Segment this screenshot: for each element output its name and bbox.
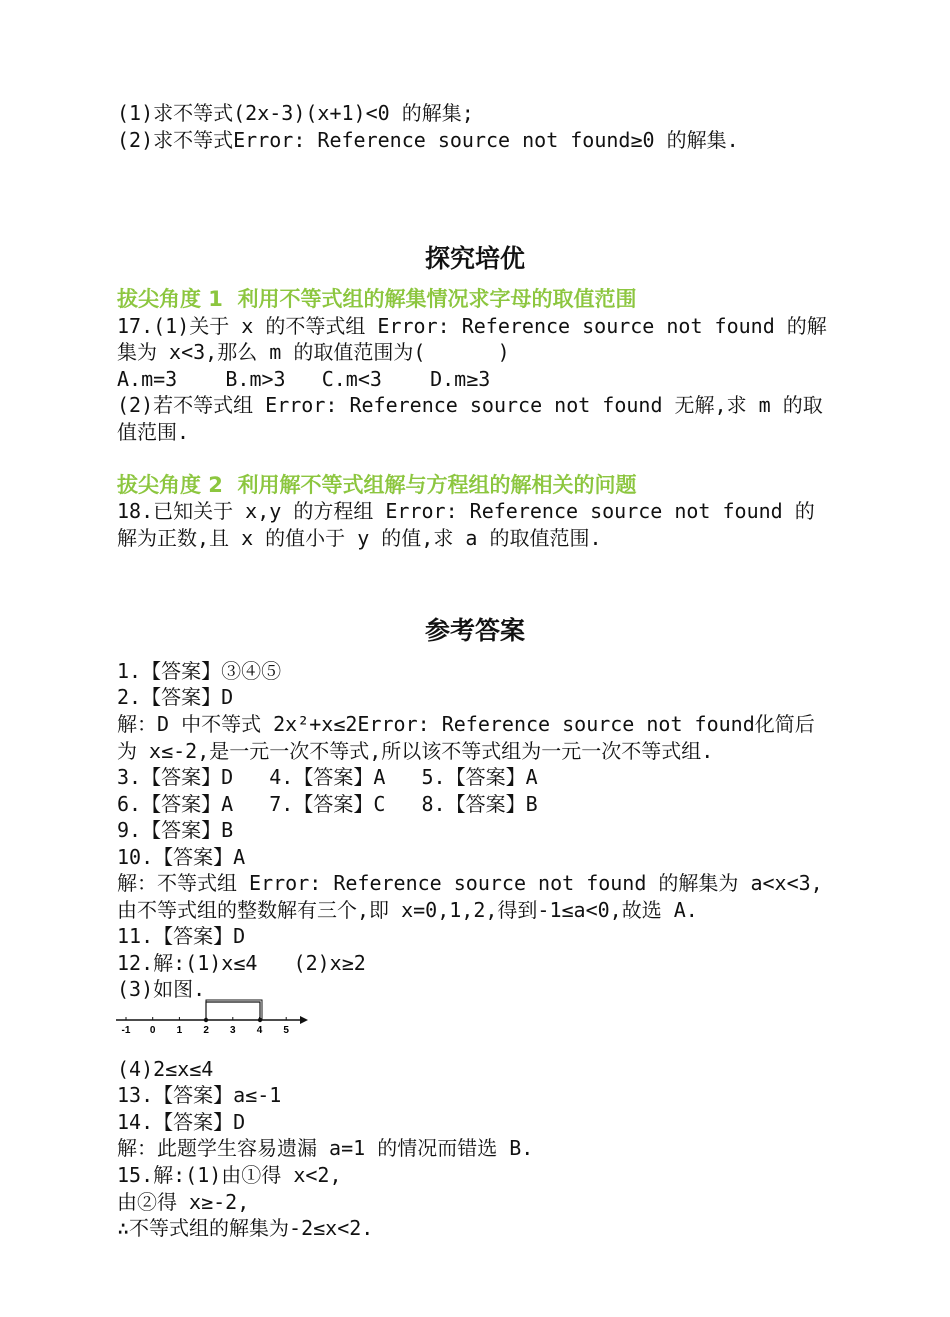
answer-10-explanation-2: 由不等式组的整数解有三个,即 x=0,1,2,得到-1≤a<0,故选 A. [117, 898, 698, 922]
number-line-figure [112, 996, 312, 1036]
question-16-part-1: (1)求不等式(2x-3)(x+1)<0 的解集; [117, 101, 474, 125]
section-title-answers: 参考答案 [424, 616, 525, 645]
answer-15-line-1: 15.解:(1)由①得 x<2, [117, 1163, 342, 1187]
angle-1-heading: 拔尖角度 1 利用不等式组的解集情况求字母的取值范围 [117, 287, 637, 311]
axis-tick-label: 3 [230, 1025, 236, 1036]
question-17-part-2-line-2: 值范围. [117, 420, 190, 444]
question-18-line-1: 18.已知关于 x,y 的方程组 Error: Reference source not found 的 [117, 499, 815, 523]
angle-2-heading: 拔尖角度 2 利用解不等式组解与方程组的解相关的问题 [117, 473, 637, 497]
answers-6-8: 6.【答案】A 7.【答案】C 8.【答案】B [117, 792, 538, 816]
answer-2-explanation-2: 为 x≤-2,是一元一次不等式,所以该不等式组为一元一次不等式组. [117, 739, 714, 763]
axis-tick-label: 5 [283, 1025, 289, 1036]
axis-tick-label: 4 [256, 1025, 263, 1036]
question-18-line-2: 解为正数,且 x 的值小于 y 的值,求 a 的取值范围. [117, 526, 602, 550]
answer-13: 13.【答案】a≤-1 [117, 1083, 282, 1107]
solid-point-4 [258, 1018, 262, 1022]
answers-3-5: 3.【答案】D 4.【答案】A 5.【答案】A [117, 765, 538, 789]
question-17-line-1: 17.(1)关于 x 的不等式组 Error: Reference source not found 的解 [117, 314, 827, 338]
answer-14-explanation: 解：此题学生容易遗漏 a=1 的情况而错选 B. [117, 1136, 534, 1160]
answer-15-line-2: 由②得 x≥-2, [117, 1190, 250, 1214]
answer-12-part-4: (4)2≤x≤4 [117, 1057, 214, 1081]
answer-12-part-3: (3)如图. [117, 977, 206, 1001]
question-16-part-2: (2)求不等式Error: Reference source not found≥0 的解集. [117, 128, 739, 152]
axis-tick-label: -1 [121, 1025, 131, 1036]
question-17-part-2-line-1: (2)若不等式组 Error: Reference source not found 无解,求 m 的取 [117, 393, 823, 417]
axis-tick-label: 1 [176, 1025, 183, 1036]
axis-tick-label: 2 [203, 1025, 209, 1036]
solid-point-2 [204, 1018, 208, 1022]
question-17-options: A.m=3 B.m>3 C.m<3 D.m≥3 [117, 367, 491, 391]
axis-tick-label: 0 [149, 1025, 156, 1036]
answer-10: 10.【答案】A [117, 845, 246, 869]
answer-14: 14.【答案】D [117, 1110, 246, 1134]
answer-1: 1.【答案】③④⑤ [117, 659, 282, 683]
axis-arrow-icon [300, 1016, 308, 1024]
bracket-x-le-4 [206, 1000, 262, 1020]
question-17-line-2: 集为 x<3,那么 m 的取值范围为( ) [117, 340, 510, 364]
section-title-explore: 探究培优 [424, 244, 525, 273]
answer-9: 9.【答案】B [117, 818, 234, 842]
answer-10-explanation-1: 解：不等式组 Error: Reference source not found 的解集为 a<x<3, [117, 871, 823, 895]
answer-15-line-3: ∴不等式组的解集为-2≤x<2. [117, 1216, 374, 1240]
answer-2: 2.【答案】D [117, 685, 234, 709]
answer-2-explanation-1: 解：D 中不等式 2x²+x≤2Error: Reference source not found化简后 [117, 712, 815, 736]
answer-11: 11.【答案】D [117, 924, 246, 948]
answer-12: 12.解:(1)x≤4 (2)x≥2 [117, 951, 366, 975]
